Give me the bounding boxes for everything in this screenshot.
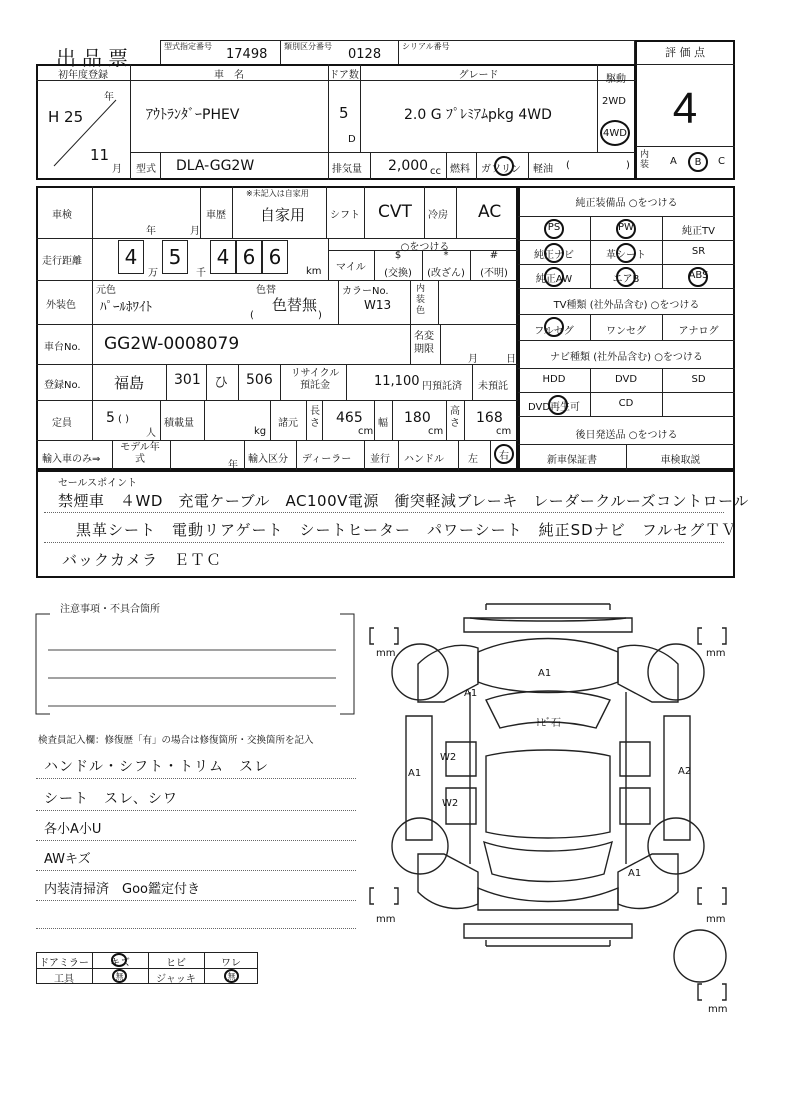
mirror-broken: ワレ [221, 958, 241, 969]
history-label: 車歴 [206, 210, 226, 221]
tv-fullseg: フルセグ [534, 326, 574, 337]
reg-area: 福島 [114, 374, 145, 392]
model-year-suffix: 年 [228, 460, 238, 471]
mileage-man: 万 [148, 268, 158, 279]
month-suffix: 月 [112, 164, 122, 175]
recycle-unpaid: 未預託 [478, 381, 508, 392]
capacity-paren: ( ) [118, 414, 129, 425]
navi-dvd: DVD [614, 374, 638, 385]
mark-right-rear: A1 [628, 868, 642, 879]
car-name-label: 車 名 [214, 70, 244, 81]
equip-tv: 純正TV [682, 226, 715, 237]
equip-leather-circle [616, 243, 636, 263]
era-year: H 25 [48, 108, 84, 126]
dealer-option: ディーラー [302, 454, 352, 465]
equipment-title: 純正装備品 ○をつける [575, 198, 678, 209]
mileage-km: km [306, 266, 322, 277]
navi-title: ナビ種類 (社外品含む) ○をつける [550, 352, 703, 363]
repaint: 色替無 [272, 296, 318, 314]
inspection-label: 車検 [52, 210, 72, 221]
door-type: D [348, 134, 356, 145]
mm-front-left: mm [376, 648, 396, 659]
reg-number: 506 [246, 372, 273, 388]
equip-navi-circle [544, 243, 564, 263]
mark-seat-1: W2 [440, 752, 457, 763]
tamper-symbol: * [443, 250, 449, 261]
grade-label: グレード [458, 70, 499, 81]
fuel-diesel: 軽油 [533, 164, 553, 175]
car-diagram [360, 592, 740, 1022]
navi-cd: CD [618, 398, 634, 409]
color-no: W13 [364, 298, 392, 312]
inspector-label: 検査員記入欄：修復歴「有」の場合は修復箇所・交換箇所を記入 [38, 735, 314, 746]
history-note: ※未記入は自家用 [246, 189, 309, 198]
model-cert: 17498 [226, 47, 268, 62]
exchange-symbol: $ [394, 250, 402, 261]
mm-front-right: mm [706, 648, 726, 659]
fuel-gasoline-circle [494, 156, 514, 176]
length-label: 長さ [310, 406, 320, 429]
repaint-label: 色替 [256, 285, 276, 296]
equip-ps-circle [544, 219, 564, 239]
interior-c: C [718, 156, 725, 167]
exchange-option: (交換) [384, 268, 412, 279]
reg-label: 登録No. [44, 380, 81, 391]
inspection-year: 年 [146, 226, 156, 237]
later-warranty: 新車保証書 [547, 455, 597, 466]
mileage-digit-4: 6 [236, 240, 262, 274]
unknown-option: (不明) [480, 268, 508, 279]
mark-hood: A1 [538, 668, 552, 679]
equip-navi: 純正ナビ [534, 250, 574, 261]
sales-label: セールスポイント [58, 478, 138, 489]
note-line-3: 各小A小U [44, 822, 102, 837]
mirror-scratch-circle [111, 953, 127, 967]
mileage-digit-2: 5 [162, 240, 188, 274]
form-title: 出品票 [56, 46, 134, 70]
grade: 2.0 G ﾌﾟﾚﾐｱﾑpkg 4WD [404, 107, 552, 123]
unknown-symbol: # [489, 250, 499, 261]
first-reg-label: 初年度登録 [58, 70, 108, 81]
handle-right-circled: 右 [494, 444, 514, 464]
history: 自家用 [260, 206, 306, 224]
fuel-gasoline: ガソリン [481, 164, 521, 175]
interior-color-label: 内装色 [416, 284, 426, 316]
chassis-label: 車台No. [44, 342, 81, 353]
mileage-sen: 千 [196, 268, 206, 279]
recycle-label: リサイクル預託金 [290, 368, 340, 391]
caution-label: 注意事項・不具合箇所 [60, 604, 160, 615]
jack-value: 無 [224, 969, 239, 983]
mm-rear-left: mm [376, 914, 396, 925]
import-label: 輸入車のみ⇒ [42, 454, 101, 465]
note-line-1: ハンドル・シフト・トリム スレ [44, 759, 269, 775]
import-class-label: 輸入区分 [248, 454, 288, 465]
handle-left: 左 [468, 454, 478, 465]
parallel-option: 並行 [370, 454, 390, 465]
caution-bracket [30, 606, 360, 724]
fuel-other-open: ( [566, 160, 570, 171]
repaint-paren-close: ) [318, 310, 322, 321]
tv-oneseg: ワンセグ [606, 326, 646, 337]
transfer-day: 日 [506, 354, 516, 365]
interior-a: A [670, 156, 677, 167]
mark-right-door: A2 [678, 766, 692, 777]
jack-label: ジャッキ [156, 974, 196, 985]
height: 168 [476, 410, 503, 426]
tools-label: 工具 [54, 974, 74, 985]
score-label: 評 価 点 [665, 46, 705, 59]
equip-abs-circle [688, 267, 708, 287]
width-cm: cm [428, 426, 444, 437]
orig-color-label: 元色 [96, 285, 116, 296]
capacity: 5 [106, 410, 115, 426]
drive-2wd: 2WD [602, 96, 626, 107]
height-cm: cm [496, 426, 512, 437]
equip-pw: PW [618, 222, 634, 233]
drive-label: 駆動 [606, 74, 626, 85]
type-label: 型式 [136, 164, 156, 175]
mileage-digit-3: 4 [210, 240, 236, 274]
note-line-4: AWキズ [44, 852, 91, 867]
fuel-label: 燃料 [450, 164, 470, 175]
recycle-amount: 11,100 [374, 374, 420, 389]
mileage-label: 走行距離 [42, 256, 82, 267]
reg-kana: ひ [214, 375, 228, 391]
displacement-label: 排気量 [332, 164, 362, 175]
score: 4 [672, 84, 698, 133]
interior-label: 内装 [640, 150, 650, 170]
mileage-digit-5: 6 [262, 240, 288, 274]
navi-dvd-play: DVD再生可 [527, 402, 581, 413]
color-no-label: カラーNo. [342, 286, 389, 297]
capacity-person: 人 [146, 428, 156, 439]
handle-label: ハンドル [404, 454, 444, 465]
navi-dvd-play-circle [548, 395, 568, 415]
navi-sd: SD [691, 374, 706, 385]
mirror-scratch: キズ [110, 958, 130, 969]
model-year-label: モデル年式 [120, 442, 160, 465]
mark-windshield: ﾄﾋﾞ石 [536, 718, 561, 729]
mile-option: マイル [336, 262, 366, 273]
note-line-2: シート スレ、シワ [44, 791, 178, 807]
sales-line-2: 黒革シート 電動リアゲート シートヒーター パワーシート 純正SDナビ フルセグＴＶ [76, 521, 738, 539]
year-suffix: 年 [104, 92, 114, 103]
date-slash [50, 96, 120, 170]
transfer-label: 名変期限 [414, 331, 434, 355]
doors-label: ドア数 [329, 70, 359, 81]
ac-label: 冷房 [428, 210, 448, 221]
later-manual: 車検取説 [660, 455, 701, 466]
exterior-label: 外装色 [46, 300, 76, 311]
serial-label: シリアル番号 [402, 42, 450, 51]
length: 465 [336, 410, 363, 426]
class-label: 類別区分番号 [284, 42, 332, 51]
equip-leather: 革シート [606, 250, 646, 261]
mileage-digit-1: 4 [118, 240, 144, 274]
car-name: ｱｳﾄﾗﾝﾀﾞｰPHEV [146, 107, 240, 123]
reg-month: 11 [90, 146, 110, 164]
load-label: 積載量 [164, 418, 194, 429]
displacement: 2,000 [388, 158, 429, 174]
orig-color: ﾊﾟｰﾙﾎﾜｲﾄ [100, 300, 152, 315]
width-label: 幅 [378, 418, 388, 429]
mark-seat-2: W2 [442, 798, 459, 809]
mm-spare: mm [708, 1004, 728, 1015]
ac: AC [478, 202, 502, 222]
equip-aw: 純正AW [535, 274, 573, 285]
tv-analog: アナログ [678, 326, 719, 337]
doors: 5 [339, 104, 349, 122]
reg-class: 301 [174, 372, 201, 388]
interior-b-circled: B [688, 152, 708, 172]
tamper-option: (改ざん) [427, 268, 465, 279]
model-type: DLA-GG2W [176, 158, 255, 174]
mark-left-front-fender: A1 [464, 688, 478, 699]
tv-title: TV種類 (社外品含む) ○をつける [553, 300, 700, 311]
inspection-month: 月 [190, 226, 200, 237]
mirror-crack: ヒビ [166, 958, 186, 969]
navi-hdd: HDD [542, 374, 566, 385]
shift-label: シフト [330, 210, 360, 221]
sales-line-1: 禁煙車 ４WD 充電ケーブル AC100V電源 衝突軽減ブレーキ レーダークルーズコントロール [58, 492, 749, 510]
cc-unit: cc [430, 166, 441, 177]
equip-airbag: エアB [612, 274, 640, 285]
class-number: 0128 [348, 47, 382, 62]
tv-fullseg-circle [544, 317, 564, 337]
equip-aw-circle [544, 267, 564, 287]
mark-left-door: A1 [408, 768, 422, 779]
equip-airbag-circle [616, 267, 636, 287]
note-line-5: 内装清掃済 Goo鑑定付き [44, 882, 200, 897]
repaint-paren-open: ( [250, 310, 254, 321]
tools-value: 無 [112, 969, 127, 983]
mileage-mark-note: ○をつける [400, 242, 450, 253]
shift: CVT [378, 202, 412, 222]
fuel-other-close: ) [626, 160, 630, 171]
capacity-label: 定員 [52, 418, 72, 429]
model-cert-label: 型式指定番号 [164, 42, 212, 51]
mirror-label: ドアミラー [39, 958, 89, 969]
height-label: 高さ [450, 406, 460, 429]
sales-line-3: バックカメラ ＥＴＣ [62, 551, 223, 569]
later-title: 後日発送品 ○をつける [575, 430, 678, 441]
length-cm: cm [358, 426, 374, 437]
dims-label: 諸元 [278, 418, 298, 429]
load-kg: kg [254, 426, 267, 437]
equip-abs: ABS [688, 270, 709, 281]
drive-4wd-circled: 4WD [600, 120, 630, 146]
equip-sr: SR [691, 246, 706, 257]
width: 180 [404, 410, 431, 426]
equip-pw-circle [616, 219, 636, 239]
transfer-month: 月 [468, 354, 478, 365]
equip-ps: PS [547, 222, 561, 233]
mm-rear-right: mm [706, 914, 726, 925]
recycle-status: 円預託済 [422, 381, 462, 392]
chassis: GG2W-0008079 [104, 334, 240, 354]
